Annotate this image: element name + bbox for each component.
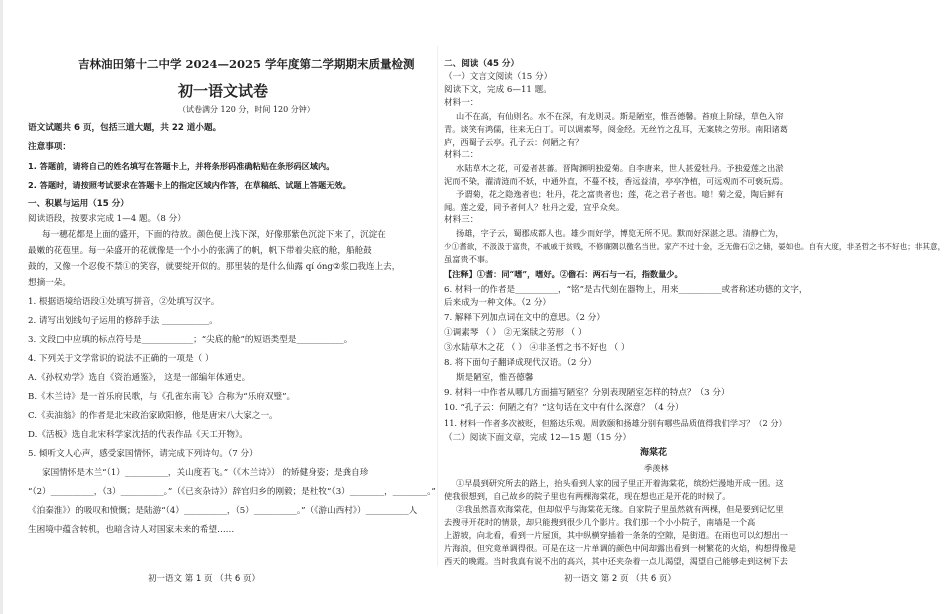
material-2-line: 水陆草木之花，可爱者甚蕃。晋陶渊明独爱菊。自李唐来，世人甚爱牡丹。予独爱莲之出淤 — [456, 163, 784, 173]
question-10: 10. “孔子云：何陋之有？”这句话在文中有什么深意？（4 分） — [444, 403, 684, 413]
column-divider — [437, 46, 438, 566]
material-1-line: 山不在高，有仙则名。水不在深，有龙则灵。斯是陋室，惟吾德馨。苔痕上阶绿，草色入帘 — [456, 111, 784, 121]
exam-title: 吉林油田第十二中学 2024—2025 学年度第二学期期末质量检测 — [78, 57, 415, 71]
poem-line: “（2）__________，（3）__________。”（《已亥杂诗》）辞官归乡的刚毅；是杜牧“（3）________，________。” — [28, 487, 436, 497]
question-5: 5. 倾听文人心声，感受家国情怀，请完成下列诗句。（7 分） — [28, 449, 258, 459]
passage-line: 每一穗花都是上面的盛开，下面的待放。颜色便上浅下深，好像那紫色沉淀下来了，沉淀在 — [42, 230, 386, 240]
question-4: 4. 下列关于文学常识的说法不正确的一项是（ ） — [28, 354, 214, 364]
passage-line: 想摘一朵。 — [28, 278, 71, 288]
material-1-label: 材料一： — [444, 98, 479, 108]
subsection-1: （一）文言文阅读（15 分） — [444, 72, 553, 82]
question-7-row: ③水陆草木之花 （ ） ④非圣哲之书不好也 （ ） — [444, 343, 630, 353]
notice-1: 1. 答题前，请将自己的姓名填写在答题卡上，并将条形码准确粘贴在条形码区域内。 — [28, 161, 335, 171]
question-7: 7. 解释下列加点词在文中的意思。（2 分） — [444, 313, 605, 323]
poem-line: 家国情怀是木兰“（1）__________，关山度若飞。”（《木兰诗》） 的矫健身姿；是龚自珍 — [42, 468, 369, 478]
question-1: 1. 根据语境给语段①处填写拼音，②处填写汉字。 — [28, 297, 220, 307]
annotation-notes: 【注释】①耆：同“嗜”，嗜好。②儋石：两石与一石，指数量少。 — [444, 269, 683, 279]
material-2-line: 闻。莲之爱，同予者何人？牡丹之爱，宜乎众矣。 — [444, 202, 625, 212]
subsection-2: （二）阅读下面文章，完成 12—15 题（15 分） — [444, 433, 632, 443]
essay-line: ①早晨到研究所去的路上，抬头看到人家的园子里正开着海棠花，缤纷烂漫地开成一团。这 — [456, 478, 784, 488]
question-3: 3. 文段□中应填的标点符号是____________；“尖底的舱”的短语类型是___________。 — [28, 335, 353, 345]
essay-title: 海棠花 — [640, 448, 668, 458]
page-1 — [28, 0, 434, 614]
option-b: B.《木兰诗》是一首乐府民歌，与《孔雀东南飞》合称为“乐府双璧”。 — [28, 392, 296, 402]
page-footer: 初一语文 第 1 页 （共 6 页） — [148, 574, 261, 584]
exam-intro: 语文试题共 6 页，包括三道大题，共 22 道小题。 — [28, 123, 222, 133]
question-6: 6. 材料一的作者是__________，“铭”是古代刻在器物上，用来__________或者称述功德的文字， — [444, 285, 808, 295]
passage-line: 最嫩的花苞里。每一朵盛开的花就像是一个小小的张满了的帆，帆下带着尖底的舱，船舱鼓 — [28, 246, 372, 256]
page-edge — [0, 0, 3, 614]
question-8: 8. 将下面句子翻译成现代汉语。（2 分） — [444, 358, 597, 368]
question-7-row: ①调素琴 （ ） ②无案牍之劳形 （ ） — [444, 328, 587, 338]
material-3-label: 材料三： — [444, 215, 479, 225]
exam-info: （试卷满分 120 分，时间 120 分钟） — [178, 105, 315, 114]
essay-line: 片海浪，但究竟单调得很。可是在这一片单调的颜色中间却露出看到一树繁花的火焰，构想得像是 — [444, 543, 797, 553]
essay-author: 季羡林 — [644, 463, 669, 473]
question-6-cont: 后来成为一种文体。（2 分） — [444, 298, 552, 308]
material-1-line: 庐，西蜀子云亭。孔子云：何陋之有？ — [444, 137, 584, 147]
question-11: 11. 材料一作者多次被贬，但豁达乐观。周敦颐和扬雄分别有哪些品质值得我们学习？（2 分） — [444, 418, 787, 428]
material-1-line: 青。谈笑有鸿儒，往来无白丁。可以调素琴，阅金经。无丝竹之乱耳，无案牍之劳形。南阳诸葛 — [444, 124, 788, 134]
essay-line: 西天的晚霞。当时我真有说不出的高兴，其中还夹杂着一点儿渴望，渴望自己能够走到这树下去 — [444, 556, 788, 566]
essay-line: 上游坡，向北看，看到一片屋顶，其中纵横穿插着一条条的空隙，是街道。在雨也可以幻想出一 — [444, 530, 788, 540]
essay-line: 去搜寻开花时的情景，却只能搜到很少几个影片。我们那一个小小院子，南墙是一个高 — [444, 517, 756, 527]
section-2-heading: 二、阅读（45 分） — [444, 59, 520, 69]
notice-2: 2. 答题时，请按照考试要求在答题卡上的指定区域内作答，在草稿纸、试题上答题无效。 — [28, 180, 351, 190]
section-1-heading: 一、积累与运用（15 分） — [28, 199, 129, 209]
poem-line: 《泊秦淮》）的吸叹和愤慨；是陆游“（4）__________，（5）__________。”（《游山西村》）__________人 — [28, 506, 418, 516]
essay-line: ②我虽然喜欢海棠花，但却似乎与海棠花无缘。自家院子里虽然就有两棵，但是要到记忆里 — [456, 504, 784, 514]
option-d: D.《活板》选自北宋科学家沈括的代表作品《天工开物》。 — [28, 430, 248, 440]
material-3-line: 少①耆欲，不汲汲于富贵，不戚戚于贫贱，不修廉隅以徼名当世。家产不过十金，乏无儋石②之储，晏如也。自有大度，非圣哲之书不好也；非其意， — [444, 242, 945, 251]
question-8-sentence: 斯是陋室，惟吾德馨 — [456, 373, 534, 383]
page-2 — [444, 0, 945, 614]
notice-heading: 注意事项： — [28, 142, 71, 152]
material-2-line: 予谓菊，花之隐逸者也；牡丹，花之富贵者也；莲，花之君子者也。噫！菊之爱，陶后鲜有 — [456, 189, 784, 199]
material-3-line: 扬雄，字子云，蜀郡成都人也。雄少而好学，博览无所不见。默而好深湛之思。清静亡为， — [456, 228, 784, 238]
exam-subtitle: 初一语文试卷 — [178, 82, 269, 100]
option-a: A.《孙权劝学》选自《资治通鉴》， 这是一部编年体通史。 — [28, 373, 251, 383]
passage-line: 鼓的，又像一个忍俊不禁①的笑容，就要绽开似的。那里装的是什么仙露 qí óng②浆□我连上去， — [28, 262, 401, 272]
essay-line: 使我很想到，自己故乡的院子里也有两棵海棠花，现在想也正是开花的时候了。 — [444, 491, 731, 501]
option-c: C.《卖油翁》的作者是北宋政治家欧阳修，他是唐宋八大家之一。 — [28, 411, 278, 421]
poem-line: 生困境中蕴含转机，也暗含诗人对国家未来的希望…… — [28, 525, 235, 535]
material-2-label: 材料二： — [444, 150, 479, 160]
material-3-line: 虽富贵不事。 — [444, 254, 494, 264]
page-footer: 初一语文 第 2 页 （共 6 页） — [564, 574, 677, 584]
question-2: 2. 请写出划线句子运用的修辞手法 ___________。 — [28, 316, 218, 326]
reading-prompt: 阅读语段，按要求完成 1—4 题。（8 分） — [28, 214, 186, 224]
reading-prompt-2: 阅读下文，完成 6—11 题。 — [444, 85, 552, 95]
material-2-line: 泥而不染，濯清涟而不妖，中通外直，不蔓不枝，香远益清，亭亭净植，可远观而不可亵玩焉。 — [444, 176, 788, 186]
question-9: 9. 材料一中作者从哪几方面描写陋室？分别表现陋室怎样的特点？（3 分） — [444, 388, 730, 398]
